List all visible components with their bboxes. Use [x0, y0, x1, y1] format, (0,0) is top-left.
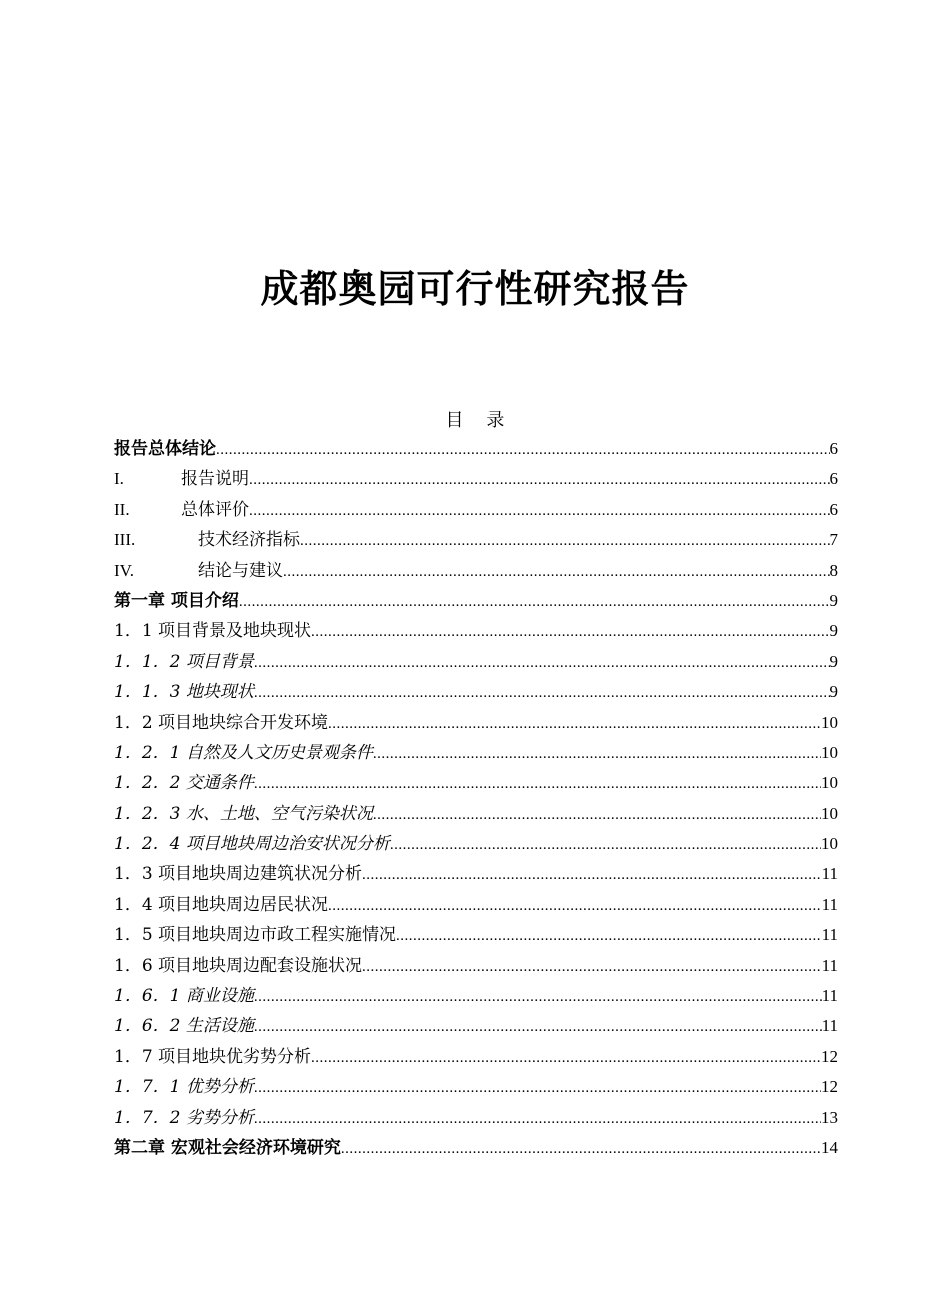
toc-entry-page: 10	[821, 742, 838, 762]
toc-dot-leader	[396, 921, 822, 951]
toc-dot-leader	[328, 891, 822, 921]
toc-dot-leader	[362, 952, 822, 982]
toc-entry-label: 1．2 项目地块综合开发环境	[114, 712, 329, 733]
toc-entry[interactable]	[114, 616, 838, 646]
toc-entry-label: 1．1．2 项目背景	[114, 651, 254, 672]
toc-entry-label: 1．6．2 生活设施	[114, 1016, 254, 1037]
toc-dot-leader	[239, 587, 830, 617]
toc-entry-label: 1．3 项目地块周边建筑状况分析	[114, 864, 363, 885]
toc-entry-label: 1．7．1 优势分析	[114, 1077, 254, 1098]
toc-entry-number: IV.	[114, 560, 134, 580]
toc-entry[interactable]	[114, 708, 838, 738]
toc-entry-page: 10	[821, 803, 838, 823]
toc-entry-label: 1．6 项目地块周边配套设施状况	[114, 955, 363, 976]
toc-heading: 目 录	[445, 410, 505, 431]
toc-dot-leader	[300, 526, 830, 556]
toc-entry[interactable]	[114, 738, 838, 768]
toc-entry-page: 11	[821, 925, 838, 945]
toc-entry-label: 1．7 项目地块优劣势分析	[114, 1046, 312, 1067]
toc-entry-label: 1．7．2 劣势分析	[114, 1107, 254, 1128]
toc-dot-leader	[328, 709, 821, 739]
toc-entry-page: 6	[829, 469, 838, 489]
toc-entry-page: 9	[829, 682, 838, 702]
toc-entry-page: 9	[829, 651, 838, 671]
toc-entry-page: 11	[821, 986, 838, 1006]
toc-entry-page: 6	[829, 499, 838, 519]
toc-entry-label: 1．2．4 项目地块周边治安状况分析	[114, 834, 390, 855]
toc-entry-page: 11	[821, 955, 838, 975]
toc-entry[interactable]	[114, 799, 838, 829]
toc-dot-leader	[249, 465, 830, 495]
toc-dot-leader	[373, 800, 821, 830]
toc-entry-page: 11	[821, 864, 838, 884]
toc-entry-label: 结论与建议	[198, 560, 283, 581]
toc-entry-page: 14	[821, 1137, 838, 1157]
toc-dot-leader	[254, 1012, 822, 1042]
toc-entry-label: 技术经济指标	[198, 530, 300, 551]
toc-entry-label: 1．2．2 交通条件	[114, 773, 254, 794]
toc-entry[interactable]	[114, 556, 838, 586]
toc-entry-page: 10	[821, 834, 838, 854]
toc-entry-page: 12	[821, 1077, 838, 1097]
toc-dot-leader	[254, 1104, 821, 1134]
document-title: 成都奥园可行性研究报告	[260, 266, 690, 311]
toc-entry[interactable]	[114, 586, 838, 616]
toc-entry[interactable]	[114, 1011, 838, 1041]
toc-entry-page: 13	[821, 1107, 838, 1127]
toc-entry-label: 1．1．3 地块现状	[114, 682, 254, 703]
toc-entry[interactable]	[114, 768, 838, 798]
toc-dot-leader	[249, 496, 830, 526]
toc-entry[interactable]	[114, 434, 838, 464]
toc-entry-label: 第一章 项目介绍	[114, 590, 239, 611]
toc-entry-label: 总体评价	[181, 499, 249, 520]
toc-entry[interactable]	[114, 1133, 838, 1163]
toc-entry-label: 报告总体结论	[114, 439, 216, 459]
toc-entry-label: 1．2．3 水、土地、空气污染状况	[114, 803, 373, 824]
toc-entry-label: 报告说明	[181, 469, 249, 490]
toc-entry-number: I.	[114, 469, 124, 489]
toc-entry[interactable]	[114, 920, 838, 950]
toc-dot-leader	[311, 617, 829, 647]
toc-dot-leader	[373, 739, 821, 769]
toc-entry-number: III.	[114, 530, 136, 550]
toc-dot-leader	[341, 1134, 821, 1164]
toc-dot-leader	[362, 860, 822, 890]
toc-dot-leader	[311, 1043, 821, 1073]
toc-dot-leader	[254, 678, 830, 708]
toc-dot-leader	[254, 769, 821, 799]
toc-entry[interactable]	[114, 647, 838, 677]
toc-entry-label: 1．4 项目地块周边居民状况	[114, 894, 329, 915]
toc-entry[interactable]	[114, 525, 838, 555]
toc-entry[interactable]	[114, 495, 838, 525]
toc-entry[interactable]	[114, 677, 838, 707]
toc-entry[interactable]	[114, 1072, 838, 1102]
toc-entry-page: 6	[829, 439, 838, 458]
toc-entry-label: 1．6．1 商业设施	[114, 986, 254, 1007]
table-of-contents	[114, 434, 838, 1163]
toc-dot-leader	[283, 557, 830, 587]
toc-entry[interactable]	[114, 981, 838, 1011]
toc-entry[interactable]	[114, 951, 838, 981]
toc-entry-label: 1．1 项目背景及地块现状	[114, 621, 312, 642]
toc-entry-page: 11	[821, 1016, 838, 1036]
toc-entry[interactable]	[114, 464, 838, 494]
toc-entry-page: 10	[821, 712, 838, 732]
toc-entry-number: II.	[114, 499, 130, 519]
toc-entry-page: 12	[821, 1046, 838, 1066]
toc-entry[interactable]	[114, 1042, 838, 1072]
toc-entry[interactable]	[114, 1103, 838, 1133]
toc-entry[interactable]	[114, 890, 838, 920]
toc-entry-label: 第二章 宏观社会经济环境研究	[114, 1137, 341, 1158]
toc-entry-page: 9	[829, 621, 838, 641]
toc-dot-leader	[254, 982, 822, 1012]
toc-entry[interactable]	[114, 859, 838, 889]
toc-entry-label: 1．5 项目地块周边市政工程实施情况	[114, 925, 397, 946]
toc-entry[interactable]	[114, 829, 838, 859]
toc-entry-page: 11	[821, 894, 838, 914]
toc-entry-page: 10	[821, 773, 838, 793]
toc-dot-leader	[254, 648, 830, 678]
toc-dot-leader	[254, 1073, 821, 1103]
toc-entry-page: 8	[829, 560, 838, 580]
toc-dot-leader	[216, 435, 830, 465]
toc-entry-page: 7	[829, 530, 838, 550]
toc-entry-page: 9	[829, 590, 838, 610]
toc-dot-leader	[390, 830, 821, 860]
toc-entry-label: 1．2．1 自然及人文历史景观条件	[114, 742, 373, 763]
